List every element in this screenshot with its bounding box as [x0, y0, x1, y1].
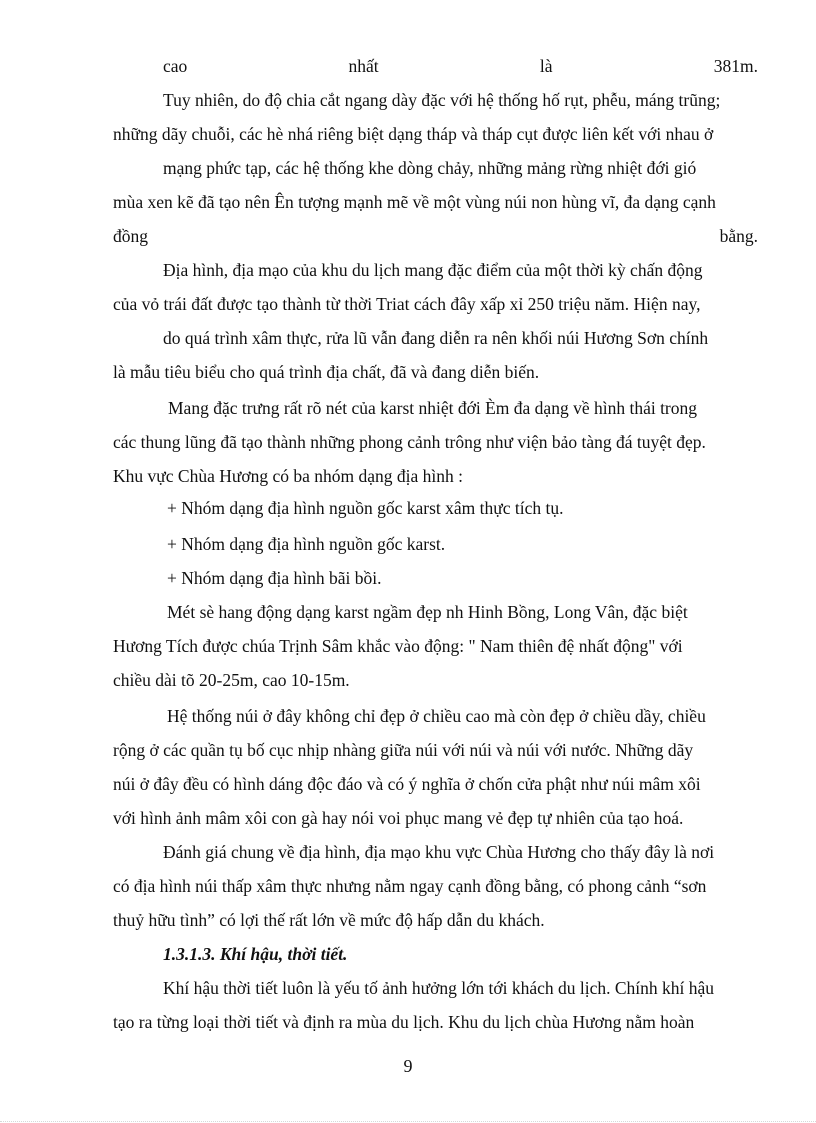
paragraph-line: Mét sè hang động dạng karst ngầm đẹp nh Hinh Bồng, Long Vân, đặc biệt [167, 602, 688, 622]
paragraph-line: của vỏ trái đất được tạo thành từ thời Triat cách đây xấp xỉ 250 triệu năm. Hiện nay, [113, 294, 701, 314]
word: 381m. [713, 56, 758, 76]
paragraph-line: núi ở đây đều có hình dáng độc đáo và có ý nghĩa ở chốn cửa phật như núi mâm xôi [113, 774, 701, 794]
paragraph-line: là mẫu tiêu biểu cho quá trình địa chất, đã và đang diễn biến. [113, 362, 540, 382]
list-item: + Nhóm dạng địa hình bãi bồi. [167, 568, 382, 588]
paragraph-line: rộng ở các quần tụ bố cục nhịp nhàng giữa núi với núi và núi với nước. Những dãy [113, 740, 694, 760]
word: là [539, 56, 553, 76]
paragraph-line: những dãy chuỗi, các hè nhá riêng biệt dạng tháp và tháp cụt được liên kết với nhau ở [113, 124, 714, 144]
word: bằng. [719, 226, 758, 246]
paragraph-line: có địa hình núi thấp xâm thực nhưng nằm ngay cạnh đồng bằng, có phong cảnh “sơn [113, 876, 707, 896]
word: đồng [113, 226, 148, 246]
paragraph-line [113, 226, 758, 246]
paragraph-line: Khu vực Chùa Hương có ba nhóm dạng địa hình : [113, 466, 463, 486]
paragraph-line: thuỷ hữu tình” có lợi thế rất lớn về mức độ hấp dẫn du khách. [113, 910, 545, 930]
paragraph-line: Hệ thống núi ở đây không chỉ đẹp ở chiều cao mà còn đẹp ở chiều dầy, chiều [167, 706, 706, 726]
paragraph-line: Mang đặc trưng rất rõ nét của karst nhiệt đới Èm đa dạng về hình thái trong [168, 398, 698, 418]
page-edge-divider [0, 1121, 816, 1122]
paragraph-line: mùa xen kẽ đã tạo nên Ên tượng mạnh mẽ về một vùng núi non hùng vĩ, đa dạng cạnh [113, 192, 716, 212]
paragraph-line: Hương Tích được chúa Trịnh Sâm khắc vào động: " Nam thiên đệ nhất động" với [113, 636, 683, 656]
word: nhất [348, 56, 379, 76]
page-number: 9 [403, 1056, 413, 1076]
paragraph-line: với hình ảnh mâm xôi con gà hay nói voi phục mang vẻ đẹp tự nhiên của tạo hoá. [113, 808, 684, 828]
paragraph-line: Khí hậu thời tiết luôn là yếu tố ảnh hưởng lớn tới khách du lịch. Chính khí hậu [163, 978, 715, 998]
paragraph-line: chiều dài tõ 20-25m, cao 10-15m. [113, 670, 350, 690]
paragraph-line [163, 56, 758, 76]
paragraph-line: mạng phức tạp, các hệ thống khe dòng chảy, những mảng rừng nhiệt đới gió [163, 158, 697, 178]
word: cao [163, 56, 188, 76]
paragraph-line: các thung lũng đã tạo thành những phong cảnh trông như viện bảo tàng đá tuyệt đẹp. [113, 432, 706, 452]
paragraph-line: tạo ra từng loại thời tiết và định ra mùa du lịch. Khu du lịch chùa Hương nằm hoàn [113, 1012, 695, 1032]
paragraph-line: Địa hình, địa mạo của khu du lịch mang đặc điểm của một thời kỳ chấn động [163, 260, 703, 280]
paragraph-line: Đánh giá chung về địa hình, địa mạo khu vực Chùa Hương cho thấy đây là nơi [163, 842, 715, 862]
section-heading: 1.3.1.3. Khí hậu, thời tiết. [163, 944, 348, 964]
list-item: + Nhóm dạng địa hình nguồn gốc karst. [167, 534, 446, 554]
list-item: + Nhóm dạng địa hình nguồn gốc karst xâm thực tích tụ. [167, 498, 564, 518]
paragraph-line: do quá trình xâm thực, rửa lũ vẫn đang diễn ra nên khối núi Hương Sơn chính [163, 328, 709, 348]
paragraph-line: Tuy nhiên, do độ chia cắt ngang dày đặc với hệ thống hố rụt, phễu, máng trũng; [163, 90, 721, 110]
